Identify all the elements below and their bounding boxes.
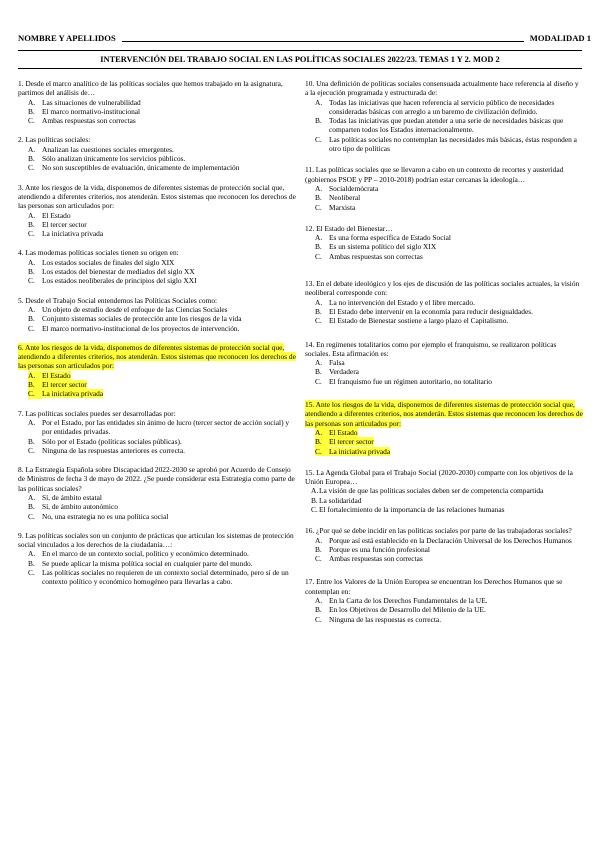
- question: [305, 79, 583, 153]
- option-letter: A.: [28, 492, 36, 502]
- option-text: Ambas respuestas son correctas: [42, 116, 136, 126]
- option-letter: A.: [315, 535, 323, 545]
- option-letter: B.: [311, 495, 318, 505]
- option-letter: B.: [315, 242, 322, 252]
- option-text: Analizan las cuestiones sociales emergentes.: [42, 144, 174, 154]
- answer-option[interactable]: [28, 305, 298, 314]
- option-letter: C.: [315, 614, 322, 624]
- question-text: 11. Las políticas sociales que se llevaron a cabo en un contexto de recortes y austeridad (gobiernos PSOE y PP – 2010-2018) podrían estar cercanas la ideología…: [305, 165, 564, 184]
- answer-option[interactable]: [28, 493, 298, 502]
- answer-option[interactable]: [315, 428, 583, 437]
- option-letter: A.: [315, 183, 323, 193]
- option-text: Ninguna de las respuestas anteriores es correcta.: [42, 445, 186, 455]
- option-letter: C.: [315, 554, 322, 564]
- answer-option[interactable]: [28, 371, 298, 380]
- option-text: La visión de que las políticas sociales deben ser de competencia compartida: [319, 486, 544, 496]
- name-blank-line[interactable]: [122, 41, 524, 42]
- option-letter: C.: [28, 445, 35, 455]
- option-text: Porque así está establecido en la Declaración Universal de los Derechos Humanos: [329, 535, 572, 545]
- answer-option[interactable]: [28, 267, 298, 276]
- option-text: El Estado debe intervenir en la economía para reducir desigualdades.: [329, 306, 533, 316]
- option-text: Sí, de ámbito estatal: [42, 492, 102, 502]
- question-text: 10. Una definición de políticas sociales consensuada actualmente hace referencia al diseño y a la ejecución programada y estructurada de:: [305, 79, 579, 98]
- name-label: NOMBRE Y APELLIDOS: [18, 33, 116, 43]
- option-letter: B.: [315, 193, 322, 203]
- option-letter: B.: [315, 437, 329, 446]
- answer-option[interactable]: [28, 163, 298, 172]
- option-letter: C.: [28, 568, 35, 578]
- option-text: Conjunto sistemas sociales de protección ante los riesgos de la vida: [42, 314, 242, 324]
- answer-option[interactable]: [311, 505, 583, 514]
- option-text-highlight: El tercer sector: [329, 437, 374, 447]
- right-column: [305, 79, 583, 624]
- option-letter: C.: [315, 447, 329, 456]
- question: [305, 577, 583, 623]
- answer-option[interactable]: [28, 568, 298, 587]
- question-text: 15. La Agenda Global para el Trabajo Social (2020-2030) comparte con los objetivos de la Unión Europea…: [305, 467, 573, 487]
- option-text: El marco normativo-institucional: [42, 106, 141, 116]
- option-text: [329, 437, 583, 446]
- question-text: 1. Desde el marco analítico de las políticas sociales que hemos trabajado en la asignatura, partimos del análisis de…: [18, 79, 283, 98]
- option-text: Los estados neoliberales de principios del siglo XXI: [42, 276, 197, 286]
- option-letter: C.: [315, 316, 322, 326]
- option-text: En la Carta de los Derechos Fundamentales de la UE.: [329, 596, 488, 606]
- option-text: El Estado: [42, 210, 71, 220]
- answer-option[interactable]: [28, 389, 298, 398]
- option-letter: A.: [311, 486, 319, 496]
- option-letter: A.: [28, 417, 36, 427]
- option-text: Un objeto de estudio desde el enfoque de las Ciencias Sociales: [42, 304, 228, 314]
- answer-option[interactable]: [315, 135, 583, 154]
- option-letter: C.: [315, 376, 322, 386]
- question: [18, 79, 298, 125]
- option-letter: B.: [315, 605, 322, 615]
- option-text: Sólo analizan únicamente los servicios públicos.: [42, 154, 186, 164]
- option-letter: B.: [28, 436, 35, 446]
- answer-option[interactable]: [315, 307, 583, 316]
- option-letter: B.: [315, 367, 322, 377]
- option-letter: C.: [28, 323, 35, 333]
- answer-option[interactable]: [315, 116, 583, 135]
- option-letter: C.: [28, 389, 42, 398]
- option-letter: C.: [28, 163, 35, 173]
- option-text: [42, 380, 298, 389]
- answer-option[interactable]: [315, 193, 583, 202]
- question-text: 5. Desde el Trabajo Social entendemos las Políticas Sociales como:: [18, 295, 218, 305]
- option-letter: B.: [28, 267, 35, 277]
- answer-option[interactable]: [28, 154, 298, 163]
- option-text: Los estados del bienestar de mediados del siglo XX: [42, 267, 195, 277]
- answer-option[interactable]: [28, 437, 298, 446]
- option-text: Falsa: [329, 358, 345, 368]
- header: [18, 33, 591, 43]
- option-text: Verdadera: [329, 367, 359, 377]
- option-letter: A.: [28, 144, 36, 154]
- option-text: Neoliberal: [329, 193, 361, 203]
- option-text: No, una estrategia no es una política social: [42, 511, 169, 521]
- option-letter: A.: [28, 549, 36, 559]
- answer-option[interactable]: [315, 615, 583, 624]
- option-text: Todas las iniciativas que puedan atender a una serie de necesidades básicas que comparten todos los Estados internacionalmente.: [329, 116, 564, 135]
- option-text: Las situaciones de vulnerabilidad: [42, 97, 141, 107]
- question-text: 15. Ante los riesgos de la vida, disponemos de diferentes sistemas de protección social que, atendiendo a diferentes criterios, nos atenderán. Estos sistemas que reconocen los derechos de las personas son articulados por:: [305, 400, 583, 428]
- option-text: Las políticas sociales no contemplan las necesidades más básicas, éstas responden a otro tipo de políticas: [329, 134, 577, 154]
- option-text-highlight: El Estado: [329, 427, 358, 437]
- question: [18, 183, 298, 239]
- answer-option[interactable]: [315, 184, 583, 193]
- answer-option[interactable]: [28, 107, 298, 116]
- question: [305, 400, 583, 456]
- answer-option[interactable]: [311, 486, 583, 495]
- answer-option[interactable]: [28, 380, 298, 389]
- question: [18, 135, 298, 172]
- option-text: La solidaridad: [319, 495, 362, 505]
- answer-option[interactable]: [28, 446, 298, 455]
- option-letter: A.: [315, 428, 329, 437]
- option-text: Socialdemócrata: [329, 183, 379, 193]
- answer-option[interactable]: [28, 512, 298, 521]
- question: [18, 248, 298, 285]
- option-text: Todas las iniciativas que hacen referencia al servicio público de necesidades consideradas básicas con arreglo a un baremo de civilización definido.: [329, 97, 555, 116]
- question-text: 16. ¿Por qué se debe incidir en las políticas sociales por parte de las trabajadoras sociales?: [305, 526, 572, 536]
- option-text-highlight: El tercer sector: [42, 380, 87, 390]
- question-text: 14. En regímenes totalitarios como por ejemplo el franquismo, se realizaron políticas sociales. Esta afirmación es:: [305, 339, 557, 358]
- option-text: El franquismo fue un régimen autoritario, no totalitario: [329, 376, 492, 386]
- option-letter: A.: [315, 596, 323, 606]
- question: [18, 531, 298, 587]
- option-text: Marxista: [329, 202, 356, 212]
- option-text: Ninguna de las respuestas es correcta.: [329, 614, 442, 624]
- option-letter: A.: [315, 233, 323, 243]
- option-letter: C.: [315, 202, 322, 212]
- option-text-highlight: La iniciativa privada: [329, 446, 391, 456]
- option-letter: B.: [28, 558, 35, 568]
- option-letter: A.: [28, 210, 36, 220]
- option-letter: B.: [28, 106, 35, 116]
- question: [305, 279, 583, 325]
- answer-option[interactable]: [28, 258, 298, 267]
- answer-option[interactable]: [315, 596, 583, 605]
- question: [18, 296, 298, 333]
- answer-option[interactable]: [315, 554, 583, 563]
- option-letter: B.: [28, 219, 35, 229]
- option-letter: A.: [28, 304, 36, 314]
- exam-title: INTERVENCIÓN DEL TRABAJO SOCIAL EN LAS POLÍTICAS SOCIALES 2022/23. TEMAS 1 Y 2. MOD 2: [18, 50, 582, 69]
- left-column: [18, 79, 298, 597]
- answer-option[interactable]: [28, 549, 298, 558]
- option-letter: A.: [315, 97, 323, 107]
- option-text: Sí, de ámbito autonómico: [42, 502, 118, 512]
- option-text-highlight: La iniciativa privada: [42, 389, 104, 399]
- option-text: Ambas respuestas son correctas: [329, 554, 423, 564]
- option-text: Ambas respuestas son correctas: [329, 251, 423, 261]
- answer-option[interactable]: [28, 116, 298, 125]
- question-text: 9. Las políticas sociales son un conjunto de prácticas que articulan los sistemas de protección social vinculados a los derechos de la ciudadanía…:: [18, 530, 294, 550]
- option-letter: C.: [28, 511, 35, 521]
- answer-option[interactable]: [315, 447, 583, 456]
- answer-option[interactable]: [315, 605, 583, 614]
- answer-option[interactable]: [315, 298, 583, 307]
- answer-option[interactable]: [28, 276, 298, 285]
- option-text: [42, 371, 298, 380]
- option-letter: B.: [28, 502, 35, 512]
- option-text: El tercer sector: [42, 219, 87, 229]
- option-text: Es una forma específica de Estado Social: [329, 233, 451, 243]
- question-text: 13. En el debate ideológico y los ejes de discusión de las políticas sociales actuales, la visión neoliberal corresponde con:: [305, 279, 580, 298]
- answer-option[interactable]: [28, 314, 298, 323]
- question-text: 12. El Estado del Bienestar…: [305, 223, 393, 233]
- answer-option[interactable]: [315, 545, 583, 554]
- option-text: En los Objetivos de Desarrollo del Milenio de la UE.: [329, 605, 486, 615]
- question: [18, 465, 298, 521]
- question-text: 3. Ante los riesgos de la vida, disponemos de diferentes sistemas de protección social que, atendiendo a diferentes criterios, nos atenderán. Estos sistemas que reconocen los derechos de las personas son articulados por:: [18, 182, 296, 211]
- answer-option[interactable]: [315, 367, 583, 376]
- option-text: En el marco de un contexto social, político y económico determinado.: [42, 549, 249, 559]
- answer-option[interactable]: [28, 211, 298, 220]
- answer-option[interactable]: [28, 418, 298, 437]
- option-letter: A.: [315, 358, 323, 368]
- option-letter: C.: [315, 251, 322, 261]
- question-text: 8. La Estrategia Española sobre Discapacidad 2022-2030 se aprobó por Acuerdo de Consejo de Ministros de fecha 3 de mayo de 2022. ¿Se puede considerar esta Estrategia como parte de las políticas sociales?: [18, 465, 295, 493]
- answer-option[interactable]: [315, 536, 583, 545]
- answer-option[interactable]: [315, 233, 583, 242]
- option-text: No son susceptibles de evaluación, únicamente de implementación: [42, 163, 240, 173]
- question-text: 2. Las políticas sociales:: [18, 135, 91, 145]
- option-letter: A.: [315, 297, 323, 307]
- answer-option[interactable]: [315, 242, 583, 251]
- option-letter: A.: [28, 97, 36, 107]
- option-text: [329, 428, 583, 437]
- option-text: Se puede aplicar la misma política social en cualquier parte del mundo.: [42, 558, 253, 568]
- option-letter: B.: [315, 116, 322, 126]
- question: [305, 224, 583, 261]
- answer-option[interactable]: [28, 220, 298, 229]
- question-text: 6. Ante los riesgos de la vida, disponemos de diferentes sistemas de protección social que, atendiendo a diferentes criterios, nos atenderán. Estos sistemas que reconocen los derechos de las personas son articulados por:: [18, 342, 296, 371]
- answer-option[interactable]: [28, 559, 298, 568]
- option-text: Sólo por el Estado (políticas sociales públicas).: [42, 436, 182, 446]
- option-text: Los estados sociales de finales del siglo XIX: [42, 257, 175, 267]
- question: [305, 526, 583, 563]
- question-text: 4. Las modernas políticas sociales tienen su origen en:: [18, 248, 179, 258]
- option-text: La iniciativa privada: [42, 229, 104, 239]
- answer-option[interactable]: [315, 252, 583, 261]
- question: [305, 340, 583, 386]
- answer-option[interactable]: [28, 98, 298, 107]
- answer-option[interactable]: [311, 496, 583, 505]
- option-text: Las políticas sociales no requieren de un contexto social determinado, pero sí de un contexto político y económico homogéneo para llevarlas a cabo.: [42, 568, 289, 587]
- option-letter: C.: [315, 134, 322, 144]
- option-letter: B.: [28, 380, 42, 389]
- answer-option[interactable]: [315, 358, 583, 367]
- option-letter: B.: [315, 544, 322, 554]
- modality-label: MODALIDAD 1: [529, 33, 592, 43]
- question-text: 7. Las políticas sociales puedes ser desarrolladas por:: [18, 408, 176, 418]
- question: [305, 468, 583, 514]
- answer-option[interactable]: [315, 316, 583, 325]
- option-text: El Estado de Bienestar sostiene a largo plazo el Capitalismo.: [329, 316, 509, 326]
- option-text: La no intervención del Estado y el libre mercado.: [329, 297, 475, 307]
- option-letter: A.: [28, 257, 36, 267]
- option-text: [329, 447, 583, 456]
- question: [18, 343, 298, 399]
- option-text: Es un sistema político del siglo XIX: [329, 242, 437, 252]
- option-letter: C.: [28, 229, 35, 239]
- answer-option[interactable]: [28, 229, 298, 238]
- option-text: Porque es una función profesional: [329, 544, 430, 554]
- answer-option[interactable]: [28, 324, 298, 333]
- option-text-highlight: El Estado: [42, 370, 71, 380]
- option-text: [42, 389, 298, 398]
- option-letter: B.: [28, 314, 35, 324]
- option-letter: B.: [315, 306, 322, 316]
- option-text: El fortalecimiento de la importancia de las relaciones humanas: [319, 504, 505, 514]
- answer-option[interactable]: [28, 145, 298, 154]
- option-letter: C.: [28, 116, 35, 126]
- option-letter: C.: [311, 504, 318, 514]
- answer-option[interactable]: [28, 502, 298, 511]
- option-letter: C.: [28, 276, 35, 286]
- option-letter: A.: [28, 371, 42, 380]
- question-text: 17. Entre los Valores de la Unión Europea se encuentran los Derechos Humanos que se contemplan en:: [305, 577, 563, 596]
- option-text: El marco normativo-institucional de los proyectos de intervención.: [42, 323, 240, 333]
- answer-option[interactable]: [315, 203, 583, 212]
- answer-option[interactable]: [315, 98, 583, 117]
- question: [18, 409, 298, 455]
- option-text: Por el Estado, por las entidades sin ánimo de lucro (tercer sector de acción social) y por entidades privadas.: [42, 417, 290, 437]
- option-letter: B.: [28, 154, 35, 164]
- answer-option[interactable]: [315, 437, 583, 446]
- answer-option[interactable]: [315, 377, 583, 386]
- question: [305, 165, 583, 211]
